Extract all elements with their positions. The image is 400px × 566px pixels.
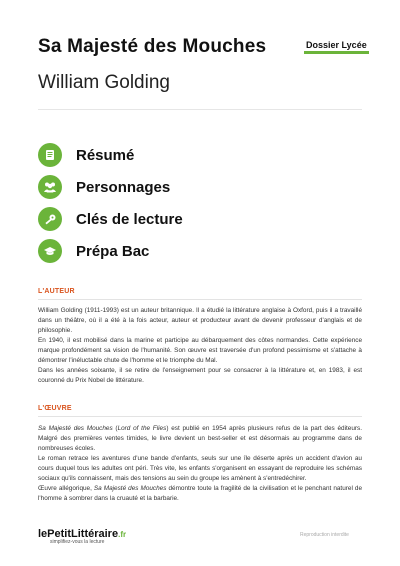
menu-label: Résumé xyxy=(76,146,135,164)
oeuvre-paragraph-1 xyxy=(38,424,362,454)
section-divider xyxy=(38,416,362,417)
text-span: ( xyxy=(112,425,118,432)
logo-brand-name: lePetitLittéraire xyxy=(38,528,119,540)
section-heading-auteur: L'AUTEUR xyxy=(38,288,75,295)
graduation-cap-icon xyxy=(38,239,62,263)
header-divider xyxy=(38,109,362,110)
auteur-paragraph-2: En 1940, il est mobilisé dans la marine et participe au débarquement des côtes normandes. Cette expérience marque profondément sa vision de l'humanité. Son œuvre est traversée d'un profond pessimisme et s'attache à démontrer l'inéluctable chute de l'homme et le triomphe du Mal. xyxy=(38,337,362,364)
auteur-paragraph-3: Dans les années soixante, il se retire de l'enseignement pour se consacrer à la littérature et, en 1983, il est couronné du Prix Nobel de littérature. xyxy=(38,367,362,384)
section-divider xyxy=(38,299,362,300)
oeuvre-paragraph-3 xyxy=(38,484,362,504)
menu-label: Prépa Bac xyxy=(76,242,150,260)
book-author: William Golding xyxy=(38,72,170,93)
section-heading-oeuvre: L'ŒUVRE xyxy=(38,405,72,412)
menu-item-prepa-bac[interactable] xyxy=(38,238,238,264)
menu-item-resume[interactable] xyxy=(38,142,238,168)
people-icon xyxy=(38,175,62,199)
book-title-italic: Sa Majesté des Mouches xyxy=(38,425,113,432)
menu-item-cles-de-lecture[interactable] xyxy=(38,206,238,232)
menu-label: Clés de lecture xyxy=(76,210,183,228)
logo-brand-ext: .fr xyxy=(118,530,127,539)
original-title-italic: Lord of the Flies xyxy=(117,425,167,432)
reproduction-notice: Reproduction interdite xyxy=(300,532,349,538)
badge-underline xyxy=(304,51,369,54)
book-title-italic: Sa Majesté des Mouches xyxy=(93,485,167,492)
lepetitlitteraire-logo[interactable] xyxy=(38,528,126,545)
auteur-paragraph-1: William Golding (1911-1993) est un auteur britannique. Il a étudié la littérature anglaise à Oxford, puis il a travaillé dans un théâtre, où il a été à la fois acteur, auteur et producteur avant de devenir professeur d'anglais et de philosophie. xyxy=(38,307,362,334)
logo-tagline: simplifiez-vous la lecture xyxy=(50,539,105,545)
oeuvre-paragraph-2: Le roman retrace les aventures d'une bande d'enfants, seuls sur une île déserte après un accident d'avion au cours duquel tous les adultes ont péri. Très vite, les enfants s'organisent en essayant de reproduire les schémas sociaux qu'ils connaissent, mais des tensions au sein du groupe les amènent à s'entredéchirer. xyxy=(38,455,362,482)
badge-label: Dossier Lycée xyxy=(306,40,367,50)
document-icon xyxy=(38,143,62,167)
book-title: Sa Majesté des Mouches xyxy=(38,36,267,57)
menu-item-personnages[interactable] xyxy=(38,174,238,200)
text-span: Œuvre allégorique, xyxy=(38,485,94,492)
text-span: démontre toute la fragilité de la civilisation et le penchant naturel de l'homme à sombrer dans la cruauté et la barbarie. xyxy=(38,485,362,502)
key-icon xyxy=(38,207,62,231)
dossier-badge xyxy=(306,40,367,50)
text-span: ) est publié en 1954 après plusieurs refus de la part des éditeurs. Malgré des premières ventes timides, le livre devient un best-seller et est désormais au programme dans de nombreuses écoles. xyxy=(38,425,362,452)
menu-label: Personnages xyxy=(76,178,171,196)
